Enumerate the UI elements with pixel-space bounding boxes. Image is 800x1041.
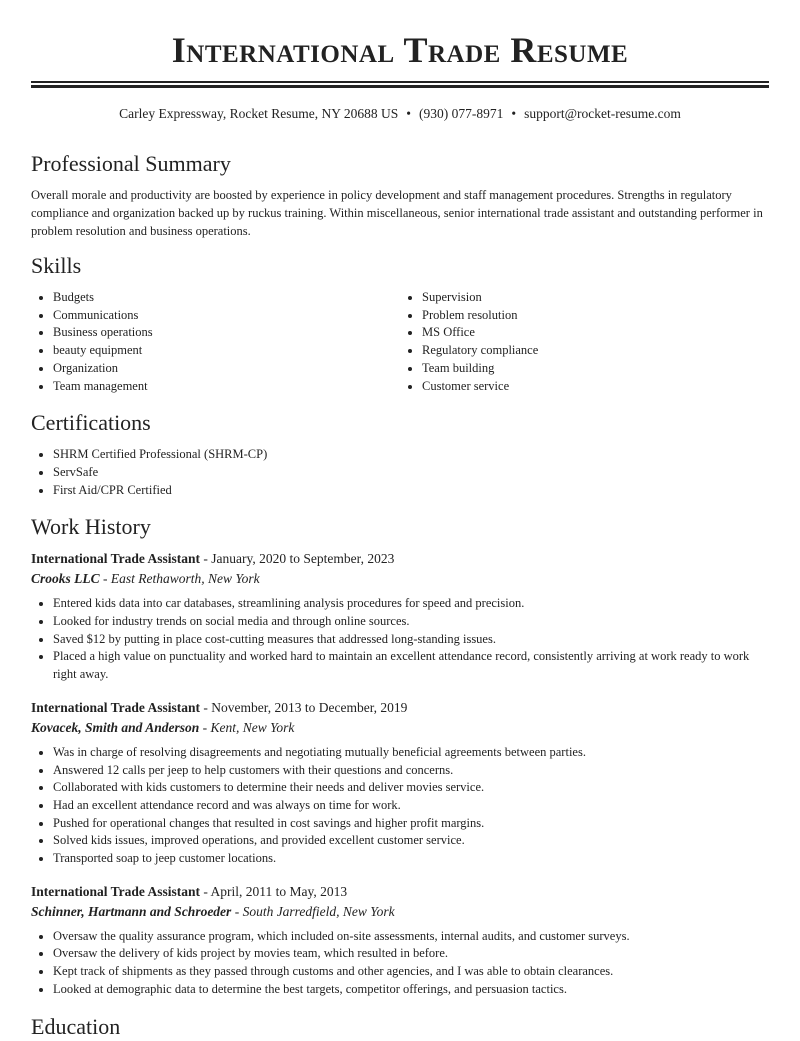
summary-text: Overall morale and productivity are boosted by experience in policy development and staff management procedures. Strengths in regulatory compliance and organization backed up by ruckus training. Within miscellaneous, senior international trade assistant and outstanding performer in problem resolution and business operations. xyxy=(31,188,763,238)
list-item: • Transported soap to jeep customer locations. xyxy=(53,850,769,868)
job-header: International Trade Assistant - November, 2013 to December, 2019 xyxy=(31,699,408,715)
list-item: • Supervision xyxy=(422,289,769,307)
list-item: • Communications xyxy=(53,307,400,325)
company-name: Kovacek, Smith and Anderson xyxy=(31,719,200,735)
job-dates: January, 2020 to September, 2023 xyxy=(211,551,395,567)
job-bullets xyxy=(31,928,769,999)
work-history-heading: Work History xyxy=(31,514,151,540)
certifications-heading: Certifications xyxy=(31,410,151,436)
job-employer: Crooks LLC - East Rethaworth, New York xyxy=(31,571,260,587)
list-item: • Customer service xyxy=(422,378,769,396)
skills-list xyxy=(31,289,769,395)
list-item: • Budgets xyxy=(53,289,400,307)
job-location: Kent, New York xyxy=(210,719,295,735)
certifications-list xyxy=(31,446,769,499)
list-item: • First Aid/CPR Certified xyxy=(53,482,769,500)
list-item: • Placed a high value on punctuality and worked hard to maintain an excellent attendance record, consistently arriving at work ready to work right away. xyxy=(53,648,769,683)
contact-phone: (930) 077-8971 xyxy=(418,106,504,121)
job-entry xyxy=(31,549,769,684)
resume-title: International Trade Resume xyxy=(171,30,629,70)
job-entry xyxy=(31,882,769,999)
company-name: Crooks LLC xyxy=(31,571,100,587)
job-location: South Jarredfield, New York xyxy=(242,903,395,919)
list-item: • Business operations xyxy=(53,324,400,342)
education-heading: Education xyxy=(31,1013,121,1039)
contact-address: Carley Expressway, Rocket Resume, NY 20688 US xyxy=(119,106,399,121)
contact-email[interactable]: support@rocket-resume.com xyxy=(524,106,681,121)
contact-line xyxy=(31,105,769,123)
list-item: • ServSafe xyxy=(53,464,769,482)
job-employer: Kovacek, Smith and Anderson - Kent, New York xyxy=(31,719,295,735)
work-history-list xyxy=(31,549,769,998)
job-title: International Trade Assistant xyxy=(31,883,201,899)
job-title: International Trade Assistant xyxy=(31,551,201,567)
job-bullets xyxy=(31,595,769,684)
list-item: • Looked for industry trends on social media and through online sources. xyxy=(53,613,769,631)
list-item: • Regulatory compliance xyxy=(422,342,769,360)
job-dates: April, 2011 to May, 2013 xyxy=(210,883,348,899)
skills-left-column xyxy=(31,289,400,395)
list-item: • Was in charge of resolving disagreements and negotiating mutually beneficial agreements between parties. xyxy=(53,744,769,762)
list-item: • MS Office xyxy=(422,324,769,342)
job-header: International Trade Assistant - January, 2020 to September, 2023 xyxy=(31,551,395,567)
summary-heading: Professional Summary xyxy=(31,151,231,176)
job-location: East Rethaworth, New York xyxy=(110,571,260,587)
list-item: • Organization xyxy=(53,360,400,378)
skills-heading: Skills xyxy=(31,253,82,278)
header-divider xyxy=(31,81,769,88)
list-item: • Saved $12 by putting in place cost-cutting measures that addressed long-standing issues. xyxy=(53,631,769,649)
list-item: • Entered kids data into car databases, streamlining analysis procedures for speed and precision. xyxy=(53,595,769,613)
job-header: International Trade Assistant - April, 2011 to May, 2013 xyxy=(31,883,348,899)
company-name: Schinner, Hartmann and Schroeder xyxy=(31,903,232,919)
list-item: • Team building xyxy=(422,360,769,378)
job-employer: Schinner, Hartmann and Schroeder - South Jarredfield, New York xyxy=(31,903,395,919)
list-item: • Oversaw the delivery of kids project by movies team, which resulted in before. xyxy=(53,945,769,963)
job-bullets xyxy=(31,744,769,868)
list-item: • Solved kids issues, improved operations, and provided excellent customer service. xyxy=(53,832,769,850)
list-item: • SHRM Certified Professional (SHRM-CP) xyxy=(53,446,769,464)
skills-right-column xyxy=(400,289,769,395)
list-item: • Kept track of shipments as they passed through customs and other agencies, and I was able to obtain clearances. xyxy=(53,963,769,981)
list-item: • Looked at demographic data to determine the best targets, competitor offerings, and persuasion tactics. xyxy=(53,981,769,999)
list-item: • Had an excellent attendance record and was always on time for work. xyxy=(53,797,769,815)
job-title: International Trade Assistant xyxy=(31,699,201,715)
list-item: • Oversaw the quality assurance program, which included on-site assessments, internal audits, and customer surveys. xyxy=(53,928,769,946)
job-dates: November, 2013 to December, 2019 xyxy=(211,699,408,715)
list-item: • beauty equipment xyxy=(53,342,400,360)
list-item: • Team management xyxy=(53,378,400,396)
list-item: • Problem resolution xyxy=(422,307,769,325)
list-item: • Pushed for operational changes that resulted in cost savings and higher profit margins. xyxy=(53,815,769,833)
list-item: • Answered 12 calls per jeep to help customers with their questions and concerns. xyxy=(53,762,769,780)
list-item: • Collaborated with kids customers to determine their needs and deliver movies service. xyxy=(53,779,769,797)
separator: • xyxy=(511,106,517,121)
separator: • xyxy=(406,106,411,121)
job-entry xyxy=(31,698,769,868)
